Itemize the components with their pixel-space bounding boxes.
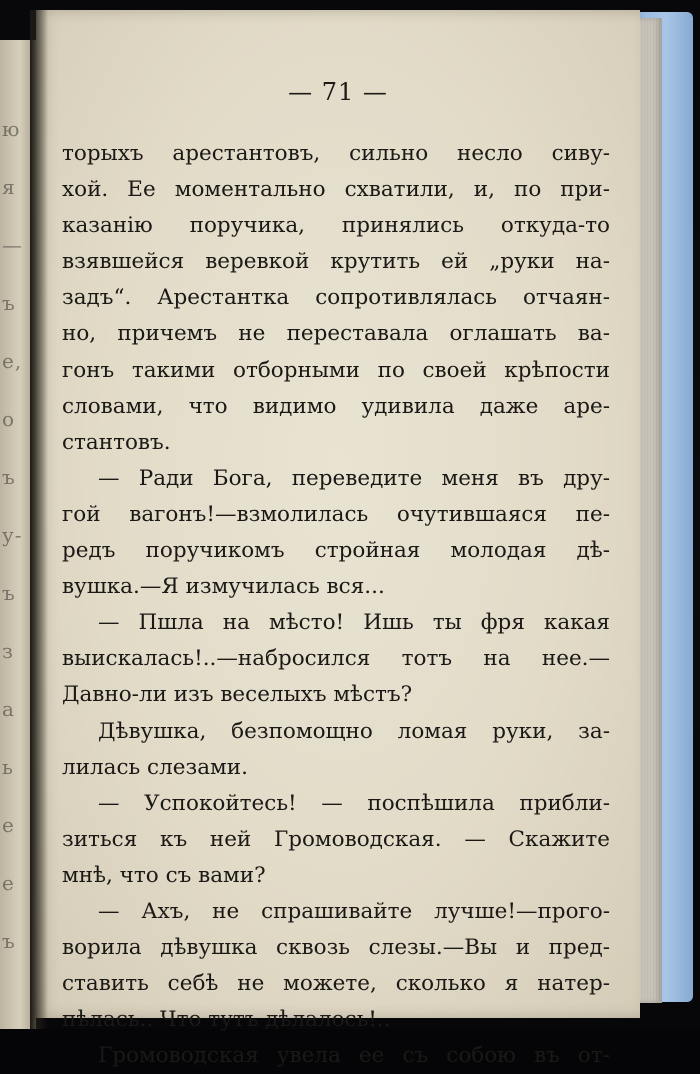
previous-page-fragment: е [2,871,15,895]
previous-page-fragment: ъ [2,929,16,953]
text-line: редъ поручикомъ стройная молодая дѣ- [62,538,610,564]
text-line: выискалась!..—набросился тотъ на нее.— [62,646,610,672]
text-line: торыхъ арестантовъ, сильно несло сиву- [62,141,610,166]
text-line: Дѣвушка, безпомощно ломая руки, за- [98,718,610,744]
previous-page-fragment: ъ [2,291,16,315]
previous-page-fragment: о [2,407,16,431]
previous-page-fragment: — [2,233,23,257]
text-line: стантовъ. [62,429,171,455]
previous-page-fragment: а [2,697,15,721]
text-line: взявшейся веревкой крутить ей „руки на- [62,249,610,275]
text-line: — Пшла на мѣсто! Ишь ты фря какая [98,610,610,636]
page-body-text [62,136,610,1074]
text-line: мнѣ, что съ вами? [62,862,266,888]
text-line: ворила дѣвушка сквозь слезы.—Вы и пред- [62,935,610,961]
previous-page-fragment: ъ [2,581,16,605]
page-number: — 71 — [288,78,388,106]
text-line: пѣлась.. Что тутъ дѣлалось!.. [62,1007,391,1033]
previous-page-fragment: у- [2,523,23,547]
previous-page-fragment: з [2,639,14,663]
text-line: но, причемъ не переставала оглашать ва- [62,321,610,347]
text-line: задъ“. Арестантка сопротивлялась отчаян- [62,285,610,311]
text-line: ставить себѣ не можете, сколько я натер- [62,971,610,997]
text-line: — Успокойтесь! — поспѣшила прибли- [98,790,610,816]
previous-page-fragment: ь [2,755,14,779]
text-line: Давно-ли изъ веселыхъ мѣстъ? [62,682,413,708]
previous-page-fragment: е, [2,349,23,373]
text-line: словами, что видимо удивила даже аре- [62,393,610,419]
previous-page-fragment: я [2,175,16,199]
text-line: казанію поручика, принялись откуда-то [62,213,610,239]
book-gutter-shadow [30,10,48,1029]
text-line: — Ради Бога, переведите меня въ дру- [98,465,610,491]
previous-page-fragment: ю [2,117,21,141]
text-line: вушка.—Я измучилась вся... [62,574,385,600]
text-line: гонъ такими отборными по своей крѣпости [62,357,610,383]
text-line: — Ахъ, не спрашивайте лучше!—прого- [98,898,610,924]
text-line: зиться къ ней Громоводская. — Скажите [62,826,610,852]
text-line: хой. Ее моментально схватили, и, по при- [62,177,610,203]
text-line: лилась слезами. [62,754,248,780]
previous-page-fragment: ъ [2,465,16,489]
book-page [36,10,640,1069]
text-line: гой вагонъ!—взмолилась очутившаяся пе- [62,501,610,527]
previous-page-fragment: е [2,813,15,837]
text-line: Громоводская увела ее съ собою въ от- [98,1043,610,1069]
